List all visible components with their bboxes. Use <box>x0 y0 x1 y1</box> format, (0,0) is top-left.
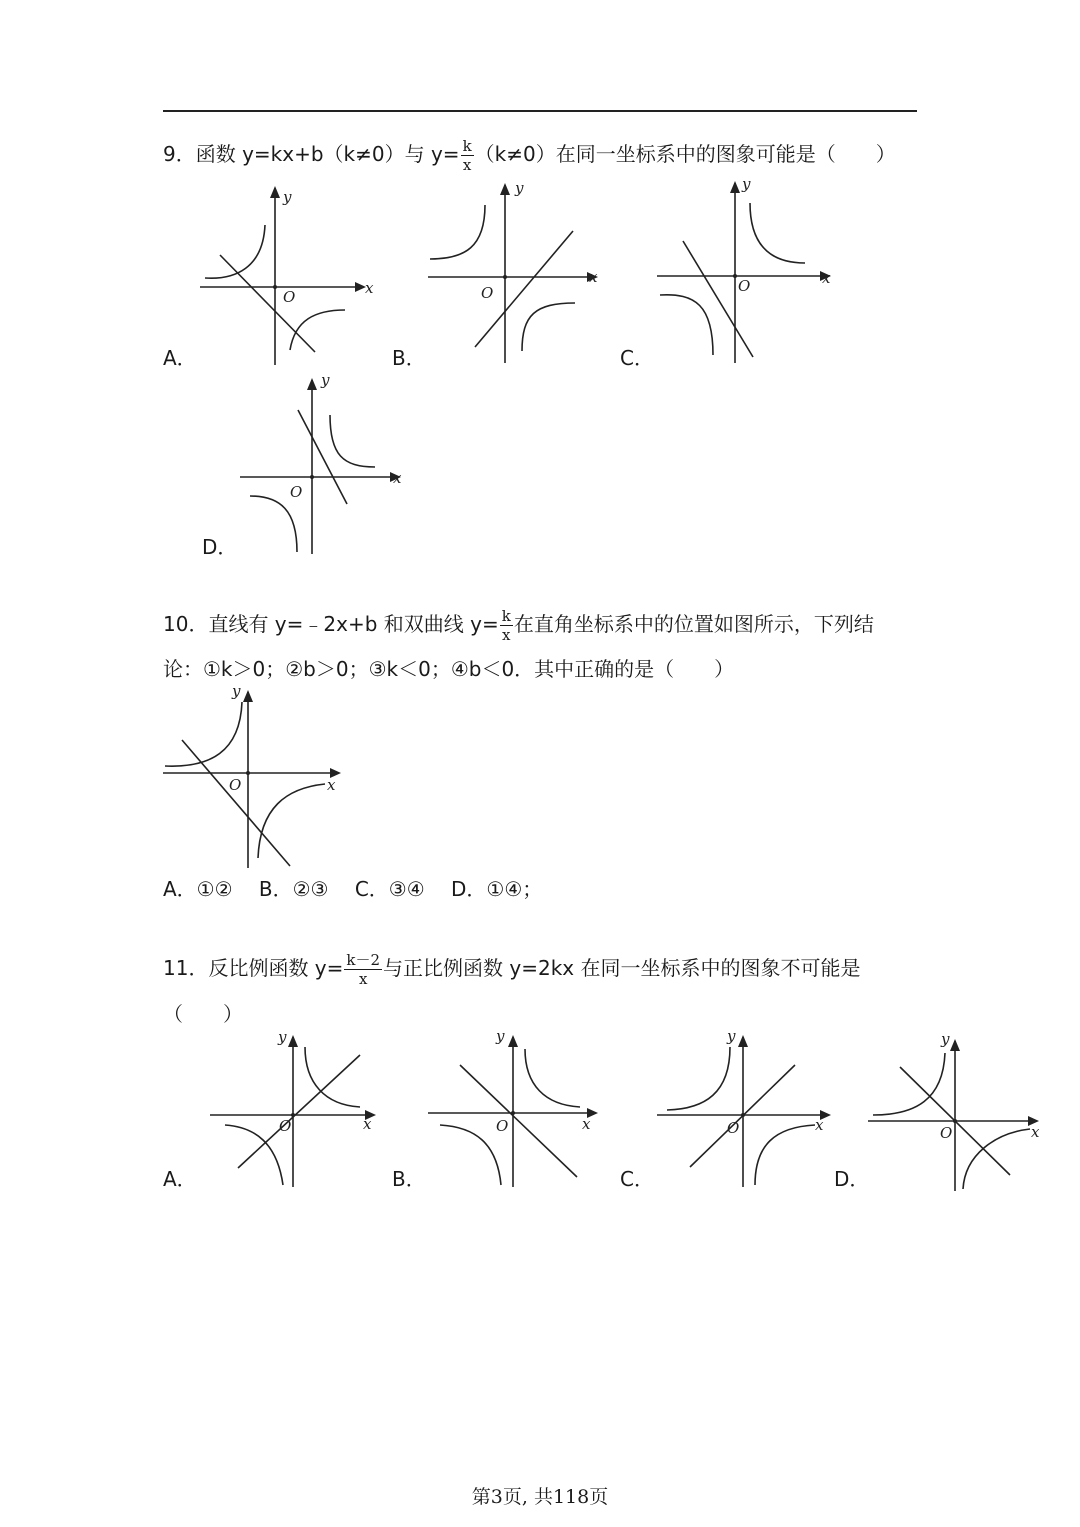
q10-frac-num: k <box>501 607 511 625</box>
q9-stem <box>163 138 896 173</box>
q9c-origin-label: O <box>738 277 751 295</box>
q11-option-d-label: D． <box>834 1167 870 1191</box>
q10-stem-line1 <box>163 608 874 643</box>
q11-stem-pre: 11．反比例函数 y= <box>163 956 344 980</box>
q11c-origin-label: O <box>727 1119 740 1137</box>
q11c-y-label: y <box>727 1027 736 1045</box>
q10-stem-post: 在直角坐标系中的位置如图所示，下列结 <box>513 612 874 636</box>
q9c-y-label: y <box>742 175 751 193</box>
q11a-origin-label: O <box>279 1117 292 1135</box>
q11d-x-label: x <box>1031 1123 1040 1141</box>
header-rule <box>163 110 917 112</box>
q9c-x-label: x <box>822 269 831 287</box>
q11-stem-line2: （ ） <box>163 1002 243 1026</box>
q10-stem-line2: 论：①k＞0；②b＞0；③k＜0；④b＜0．其中正确的是（ ） <box>163 657 735 681</box>
q11-stem-post: 与正比例函数 y=2kx 在同一坐标系中的图象不可能是 <box>383 956 861 980</box>
q9-option-d-label: D． <box>202 535 238 559</box>
page-footer: 第3页, 共118页 <box>471 1486 609 1508</box>
q10-y-label: y <box>232 682 241 700</box>
q11d-y-label: y <box>941 1030 950 1048</box>
q10-frac-den: x <box>502 626 511 644</box>
q11-option-c-label: C． <box>620 1167 654 1191</box>
q11-option-a-label: A． <box>163 1167 197 1191</box>
q9b-y-label: y <box>515 179 524 197</box>
q9-stem-post: （k≠0）在同一坐标系中的图象可能是（ ） <box>474 142 896 166</box>
q9a-x-label: x <box>365 279 374 297</box>
q11-frac-den: x <box>358 970 368 988</box>
q10-x-label: x <box>327 776 336 794</box>
q10-answers: A．①② B．②③ C．③④ D．①④； <box>163 877 543 901</box>
q11-fraction <box>344 952 382 987</box>
q11-option-b-label: B． <box>392 1167 426 1191</box>
q9-graph-d <box>235 370 425 560</box>
q9-frac-den: x <box>462 156 472 174</box>
q9a-y-label: y <box>283 188 292 206</box>
q9-frac-num: k <box>462 137 472 155</box>
q11d-origin-label: O <box>940 1124 953 1142</box>
q10-stem-pre: 10．直线有 y=﹣2x+b 和双曲线 y= <box>163 612 499 636</box>
q11a-x-label: x <box>363 1115 372 1133</box>
q11b-origin-label: O <box>496 1117 509 1135</box>
q9a-origin-label: O <box>283 288 296 306</box>
q9-graph-a <box>195 180 385 370</box>
q9b-origin-label: O <box>481 284 494 302</box>
q9-option-b-label: B． <box>392 346 426 370</box>
q10-origin-label: O <box>229 776 242 794</box>
q11-graph-d <box>865 1025 1045 1195</box>
q11-graph-a <box>205 1025 385 1195</box>
q11b-y-label: y <box>496 1027 505 1045</box>
q9d-x-label: x <box>393 469 402 487</box>
q9-graph-b <box>425 175 615 365</box>
q9b-x-label: x <box>589 268 598 286</box>
q9-option-c-label: C． <box>620 346 654 370</box>
q9d-origin-label: O <box>290 483 303 501</box>
q11-graph-c <box>655 1025 840 1195</box>
q10-graph <box>160 680 350 870</box>
q9-graph-c <box>655 175 845 365</box>
q11-frac-num: k－2 <box>346 951 381 969</box>
q11-graph-b <box>425 1025 605 1195</box>
q11c-x-label: x <box>815 1116 824 1134</box>
q9d-y-label: y <box>321 371 330 389</box>
q9-stem-pre: 9．函数 y=kx+b（k≠0）与 y= <box>163 142 460 166</box>
q11a-y-label: y <box>278 1028 287 1046</box>
q11-stem-line1 <box>163 952 861 987</box>
q9-fraction <box>461 138 474 173</box>
q10-fraction <box>500 608 513 643</box>
q11b-x-label: x <box>582 1115 591 1133</box>
q9-option-a-label: A． <box>163 346 197 370</box>
